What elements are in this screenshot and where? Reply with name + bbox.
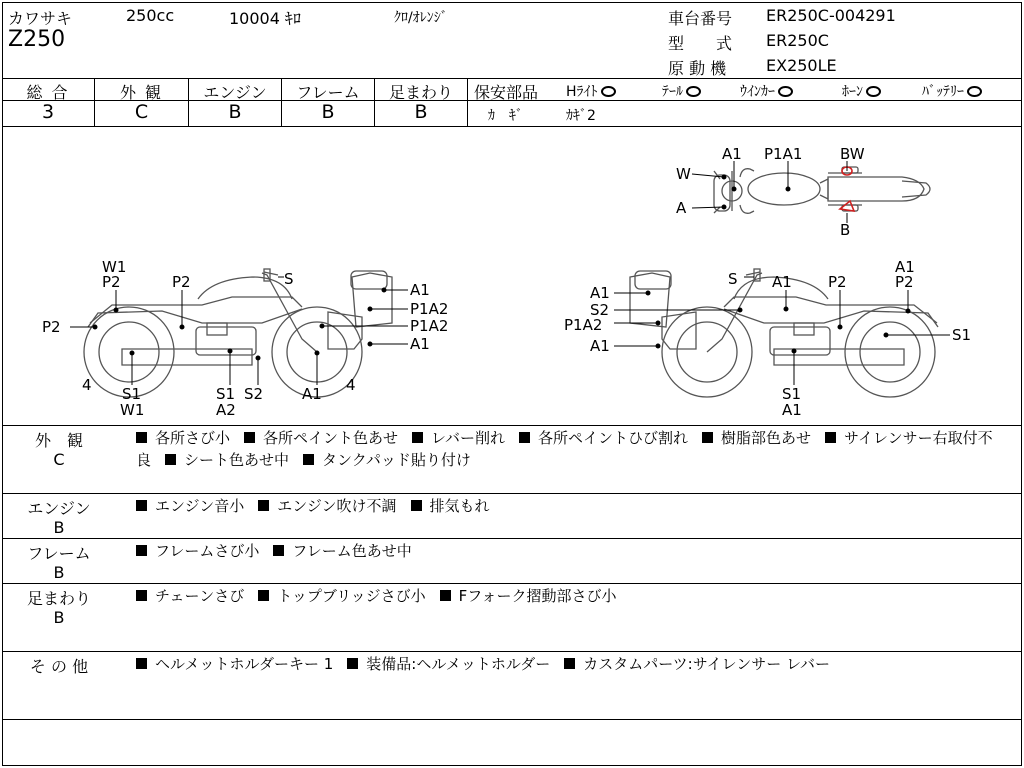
square-bullet-icon bbox=[136, 500, 147, 511]
diagram-label: A1 bbox=[895, 258, 915, 276]
diagram-label: P2 bbox=[172, 273, 191, 291]
section-item: 排気もれ bbox=[429, 497, 490, 515]
diagram-label: S2 bbox=[590, 301, 610, 319]
grade-divider bbox=[467, 78, 468, 126]
color: ｸﾛ/ｵﾚﾝｼﾞ bbox=[394, 10, 448, 26]
square-bullet-icon bbox=[702, 432, 713, 443]
type-value: ER250C bbox=[766, 31, 829, 50]
square-bullet-icon bbox=[347, 658, 358, 669]
section-item: サイレンサー右取付不良 bbox=[136, 429, 993, 469]
diagram-label: A1 bbox=[302, 385, 322, 403]
diagram-label: S1 bbox=[122, 385, 142, 403]
diagram-label: A1 bbox=[782, 401, 802, 419]
section-grade-engine: B bbox=[53, 518, 65, 537]
diagram-label: 4 bbox=[82, 376, 92, 394]
grade-label-exterior: 外 観 bbox=[119, 83, 164, 102]
safety-tail: ﾃｰﾙ bbox=[662, 81, 701, 101]
section-item: エンジン音小 bbox=[155, 497, 245, 515]
section-item: ヘルメットホルダーキー 1 bbox=[155, 655, 334, 673]
section-label-suspension: 足まわり bbox=[26, 589, 91, 608]
section-item: 各所さび小 bbox=[155, 429, 231, 447]
grade-value-overall: 3 bbox=[41, 101, 55, 123]
model-name: Z250 bbox=[8, 27, 66, 52]
square-bullet-icon bbox=[440, 590, 451, 601]
section-grade-frame: B bbox=[53, 563, 65, 582]
diagram-label: P2 bbox=[102, 273, 121, 291]
section-grade-suspension: B bbox=[53, 608, 65, 627]
square-bullet-icon bbox=[244, 432, 255, 443]
section-grade-exterior: C bbox=[53, 450, 65, 469]
section-line bbox=[2, 538, 1022, 539]
safety-horn: ﾎｰﾝ bbox=[842, 81, 881, 101]
section-item: チェーンさび bbox=[155, 587, 245, 605]
square-bullet-icon bbox=[519, 432, 530, 443]
grade-value-exterior: C bbox=[134, 101, 149, 123]
section-item: レバー削れ bbox=[431, 429, 505, 447]
section-label-engine: エンジン bbox=[27, 499, 91, 518]
circle-mark-icon bbox=[866, 86, 881, 97]
circle-mark-icon bbox=[686, 86, 701, 97]
section-label-other: そ の 他 bbox=[29, 657, 89, 676]
safety-headlight: Hﾗｲﾄ bbox=[566, 81, 616, 101]
diagram-label: P1A2 bbox=[410, 317, 449, 335]
diagram-label: A2 bbox=[216, 401, 236, 419]
displacement: 250cc bbox=[126, 6, 175, 25]
engine-label: 原 動 機 bbox=[668, 59, 727, 78]
square-bullet-icon bbox=[258, 590, 269, 601]
section-item: 装備品:ヘルメットホルダー bbox=[366, 655, 551, 673]
diagram-label: S2 bbox=[244, 385, 264, 403]
diagram-label: 4 bbox=[346, 376, 356, 394]
frame-no-label: 車台番号 bbox=[668, 9, 733, 28]
maker: カワサキ bbox=[8, 9, 73, 28]
diagram-label: B bbox=[840, 221, 851, 239]
grade-value-frame: B bbox=[321, 101, 335, 123]
section-label-frame: フレーム bbox=[27, 544, 91, 563]
grade-label-frame: フレーム bbox=[296, 83, 360, 102]
section-items-frame bbox=[136, 540, 1016, 562]
section-item: 各所ペイントひび割れ bbox=[537, 429, 688, 447]
grade-value-engine: B bbox=[228, 101, 242, 123]
key-value: ｶｷﾞ2 bbox=[566, 108, 596, 124]
section-item: フレーム色あせ中 bbox=[292, 542, 412, 560]
safety-battery: ﾊﾞｯﾃﾘｰ bbox=[922, 81, 982, 101]
square-bullet-icon bbox=[564, 658, 575, 669]
section-item: カスタムパーツ:サイレンサー レバー bbox=[583, 655, 831, 673]
diagram-label: A1 bbox=[410, 281, 430, 299]
section-label-exterior: 外 観 bbox=[34, 431, 83, 450]
section-item: エンジン吹け不調 bbox=[277, 497, 397, 515]
grade-label-suspension: 足まわり bbox=[388, 83, 453, 102]
diagram-label: S bbox=[284, 270, 294, 288]
diagram-label: W1 bbox=[102, 258, 127, 276]
diagram-label: P1A2 bbox=[410, 300, 449, 318]
diagram-label: S1 bbox=[216, 385, 236, 403]
section-items-suspension bbox=[136, 585, 1016, 607]
diagram-label: S bbox=[728, 270, 738, 288]
section-item: 樹脂部色あせ bbox=[721, 429, 812, 447]
engine-value: EX250LE bbox=[766, 56, 837, 75]
square-bullet-icon bbox=[136, 590, 147, 601]
diagram-label: P2 bbox=[895, 273, 914, 291]
diagram-label: A1 bbox=[590, 337, 610, 355]
damage-diagram bbox=[2, 127, 1022, 425]
section-line bbox=[2, 425, 1022, 426]
key-label: ｶ ｷﾞ bbox=[488, 108, 523, 124]
diagram-label: A1 bbox=[590, 284, 610, 302]
grade-label-engine: エンジン bbox=[203, 83, 267, 102]
square-bullet-icon bbox=[412, 432, 423, 443]
frame-no: ER250C-004291 bbox=[766, 6, 896, 25]
bike-top-view bbox=[714, 167, 930, 213]
diagram-label: A1 bbox=[410, 335, 430, 353]
grade-top-line bbox=[2, 78, 1022, 79]
diagram-label: P2 bbox=[42, 318, 61, 336]
safety-title: 保安部品 bbox=[474, 83, 539, 102]
diagram-label: W bbox=[676, 165, 691, 183]
section-line bbox=[2, 651, 1022, 652]
section-line bbox=[2, 583, 1022, 584]
square-bullet-icon bbox=[136, 432, 147, 443]
section-item: シート色あせ中 bbox=[184, 451, 290, 469]
square-bullet-icon bbox=[303, 454, 314, 465]
square-bullet-icon bbox=[136, 545, 147, 556]
section-item: フレームさび小 bbox=[155, 542, 260, 560]
square-bullet-icon bbox=[411, 500, 422, 511]
square-bullet-icon bbox=[273, 545, 284, 556]
grade-label-overall: 総 合 bbox=[26, 83, 70, 102]
section-item: トップブリッジさび小 bbox=[277, 587, 426, 605]
section-item: Fフォーク摺動部さび小 bbox=[458, 587, 617, 605]
section-items-other bbox=[136, 653, 1016, 675]
diagram-label: P1A2 bbox=[564, 316, 603, 334]
type-label: 型 式 bbox=[668, 34, 733, 53]
section-item: タンクパッド貼り付け bbox=[322, 451, 471, 469]
diagram-label: S1 bbox=[782, 385, 802, 403]
diagram-label: P1A1 bbox=[764, 145, 803, 163]
circle-mark-icon bbox=[967, 86, 982, 97]
section-line bbox=[2, 719, 1022, 720]
circle-mark-icon bbox=[778, 86, 793, 97]
grade-value-suspension: B bbox=[414, 101, 428, 123]
square-bullet-icon bbox=[165, 454, 176, 465]
square-bullet-icon bbox=[136, 658, 147, 669]
diagram-label: P2 bbox=[828, 273, 847, 291]
section-line bbox=[2, 493, 1022, 494]
diagram-label: A1 bbox=[772, 273, 792, 291]
section-item: 各所ペイント色あせ bbox=[263, 429, 399, 447]
diagram-label: A bbox=[676, 199, 687, 217]
square-bullet-icon bbox=[825, 432, 836, 443]
diagram-label: S1 bbox=[952, 326, 972, 344]
section-items-exterior bbox=[136, 427, 1016, 471]
diagram-label: BW bbox=[840, 145, 865, 163]
section-items-engine bbox=[136, 495, 1016, 517]
square-bullet-icon bbox=[258, 500, 269, 511]
circle-mark-icon bbox=[601, 86, 616, 97]
diagram-label: W1 bbox=[120, 401, 145, 419]
mileage: 10004 ｷﾛ bbox=[229, 9, 301, 28]
diagram-label: A1 bbox=[722, 145, 742, 163]
safety-winker: ｳｲﾝｶｰ bbox=[740, 81, 793, 101]
